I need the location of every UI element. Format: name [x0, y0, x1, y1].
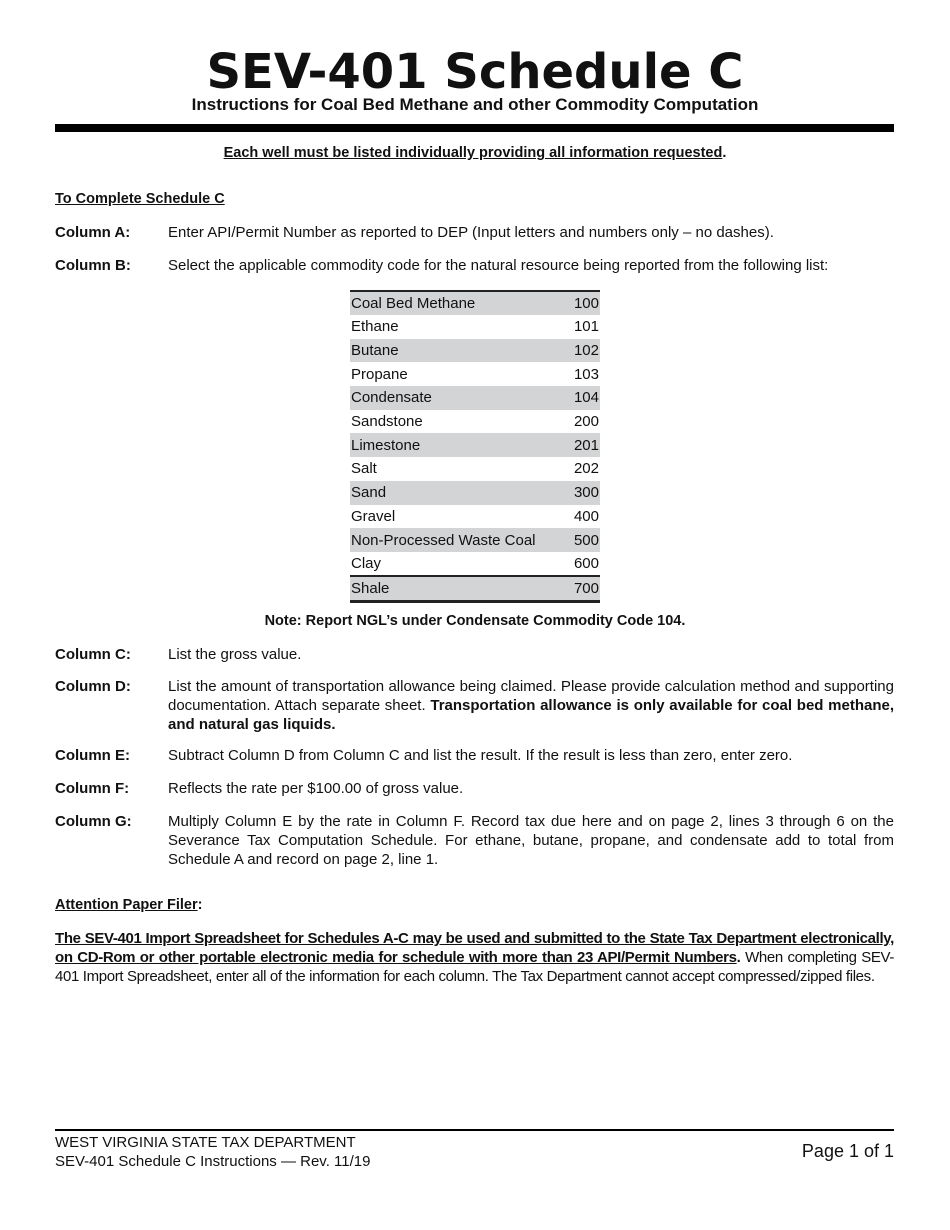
commodity-code: 100 — [568, 291, 600, 315]
column-d-bold-text: Transportation allowance is only available for coal bed methane, and natural gas liquids. — [168, 697, 895, 733]
commodity-row — [350, 315, 600, 339]
ngl-note: Note: Report NGL’s under Condensate Commodity Code 104. — [264, 613, 686, 629]
commodity-name: Condensate — [350, 386, 568, 410]
commodity-name: Coal Bed Methane — [350, 291, 568, 315]
commodity-row — [350, 291, 600, 315]
commodity-code: 201 — [568, 433, 600, 457]
page-subtitle: Instructions for Coal Bed Methane and other Commodity Computation — [191, 95, 759, 114]
commodity-code: 200 — [573, 413, 599, 431]
commodity-row — [350, 386, 600, 410]
attention-title: Attention Paper Filer — [55, 897, 198, 913]
footer-form-revision: SEV-401 Schedule C Instructions — Rev. 11/19 — [55, 1153, 371, 1170]
commodity-row — [350, 552, 600, 576]
attention-paragraph: The SEV-401 Import Spreadsheet for Schedules A-C may be used and submitted to the State Tax Department electronically, on CD-Rom or other portable electronic media for schedule with more than 23 API/Permit Numbers. When completing SEV-401 Import Spreadsheet, enter all of the information for each column. The Tax Department cannot accept compressed/zipped files. — [55, 930, 894, 985]
commodity-name: Butane — [350, 339, 568, 363]
commodity-code: 300 — [568, 481, 600, 505]
commodity-name: Salt — [351, 460, 377, 478]
commodity-name: Shale — [350, 576, 568, 602]
page-number: Page 1 of 1 — [801, 1141, 894, 1161]
commodity-name: Non-Processed Waste Coal — [350, 528, 568, 552]
commodity-row — [350, 505, 600, 529]
commodity-row — [350, 433, 600, 457]
column-label: Column G: — [55, 813, 132, 830]
commodity-code-table — [350, 290, 600, 603]
column-c-instruction — [55, 645, 894, 664]
commodity-code: 700 — [568, 576, 600, 602]
footer-department: WEST VIRGINIA STATE TAX DEPARTMENT — [55, 1134, 356, 1151]
column-d-text: List the amount of transportation allowance being claimed. Please provide calculation method and supporting documentation. Attach separate sheet. — [168, 678, 894, 714]
commodity-name: Limestone — [350, 433, 568, 457]
column-text: Select the applicable commodity code for the natural resource being reported from the following list: — [168, 257, 829, 274]
column-g-instruction — [55, 812, 894, 869]
commodity-row — [350, 481, 600, 505]
column-text: Enter API/Permit Number as reported to DEP (Input letters and numbers only – no dashes). — [168, 224, 774, 241]
commodity-row — [350, 576, 600, 602]
commodity-code: 400 — [573, 507, 599, 525]
commodity-row — [350, 339, 600, 363]
commodity-name: Sandstone — [351, 413, 423, 431]
commodity-row — [350, 528, 600, 552]
commodity-code: 500 — [568, 528, 600, 552]
column-text: Reflects the rate per $100.00 of gross value. — [168, 780, 464, 797]
commodity-row — [350, 410, 600, 434]
commodity-code: 202 — [573, 460, 599, 478]
notice-text: Each well must be listed individually providing all information requested — [223, 145, 723, 161]
commodity-code: 600 — [573, 554, 599, 572]
page-title: SEV-401 Schedule C — [206, 44, 744, 100]
attention-text: When completing SEV-401 Import Spreadsheet, enter all of the information for each column. The Tax Department cannot accept compressed/zipped files. — [55, 949, 894, 985]
commodity-row — [350, 457, 600, 481]
commodity-name: Gravel — [351, 507, 396, 525]
column-label: Column C: — [55, 646, 131, 663]
attention-heading: Attention Paper Filer: — [55, 897, 203, 913]
footer-rule — [55, 1129, 894, 1131]
commodity-code: 103 — [573, 365, 599, 383]
footer — [55, 1133, 370, 1171]
commodity-name: Propane — [351, 365, 408, 383]
section-title: To Complete Schedule C — [55, 191, 225, 207]
column-label: Column F: — [55, 780, 130, 797]
column-a-instruction — [55, 223, 894, 242]
header-rule — [55, 124, 894, 132]
column-f-instruction — [55, 779, 894, 798]
attention-underlined: The SEV-401 Import Spreadsheet for Schedules A-C may be used and submitted to the State Tax Department electronically, on CD-Rom or other portable electronic media for schedule with more than 23 API/Permit Numbers — [55, 930, 894, 966]
column-label: Column D: — [55, 678, 131, 695]
commodity-name: Clay — [351, 554, 382, 572]
column-text: Subtract Column D from Column C and list the result. If the result is less than zero, enter zero. — [168, 747, 793, 764]
column-text — [168, 677, 894, 734]
commodity-row — [350, 362, 600, 386]
commodity-name: Sand — [350, 481, 568, 505]
column-label: Column A: — [55, 224, 131, 241]
notice: Each well must be listed individually providing all information requested. — [223, 145, 727, 161]
column-text: Multiply Column E by the rate in Column F. Record tax due here and on page 2, lines 3 through 6 on the Severance Tax Computation Schedule. For ethane, butane, propane, and condensate add to total from Schedule A and record on page 2, line 1. — [168, 813, 894, 868]
column-label: Column E: — [55, 747, 130, 764]
column-e-instruction — [55, 746, 894, 765]
column-label: Column B: — [55, 257, 131, 274]
column-d-instruction — [55, 677, 894, 734]
column-b-instruction — [55, 256, 894, 275]
commodity-code: 101 — [573, 318, 599, 336]
commodity-code: 104 — [568, 386, 600, 410]
commodity-code: 102 — [568, 339, 600, 363]
commodity-name: Ethane — [351, 318, 399, 336]
column-text: List the gross value. — [168, 646, 302, 663]
